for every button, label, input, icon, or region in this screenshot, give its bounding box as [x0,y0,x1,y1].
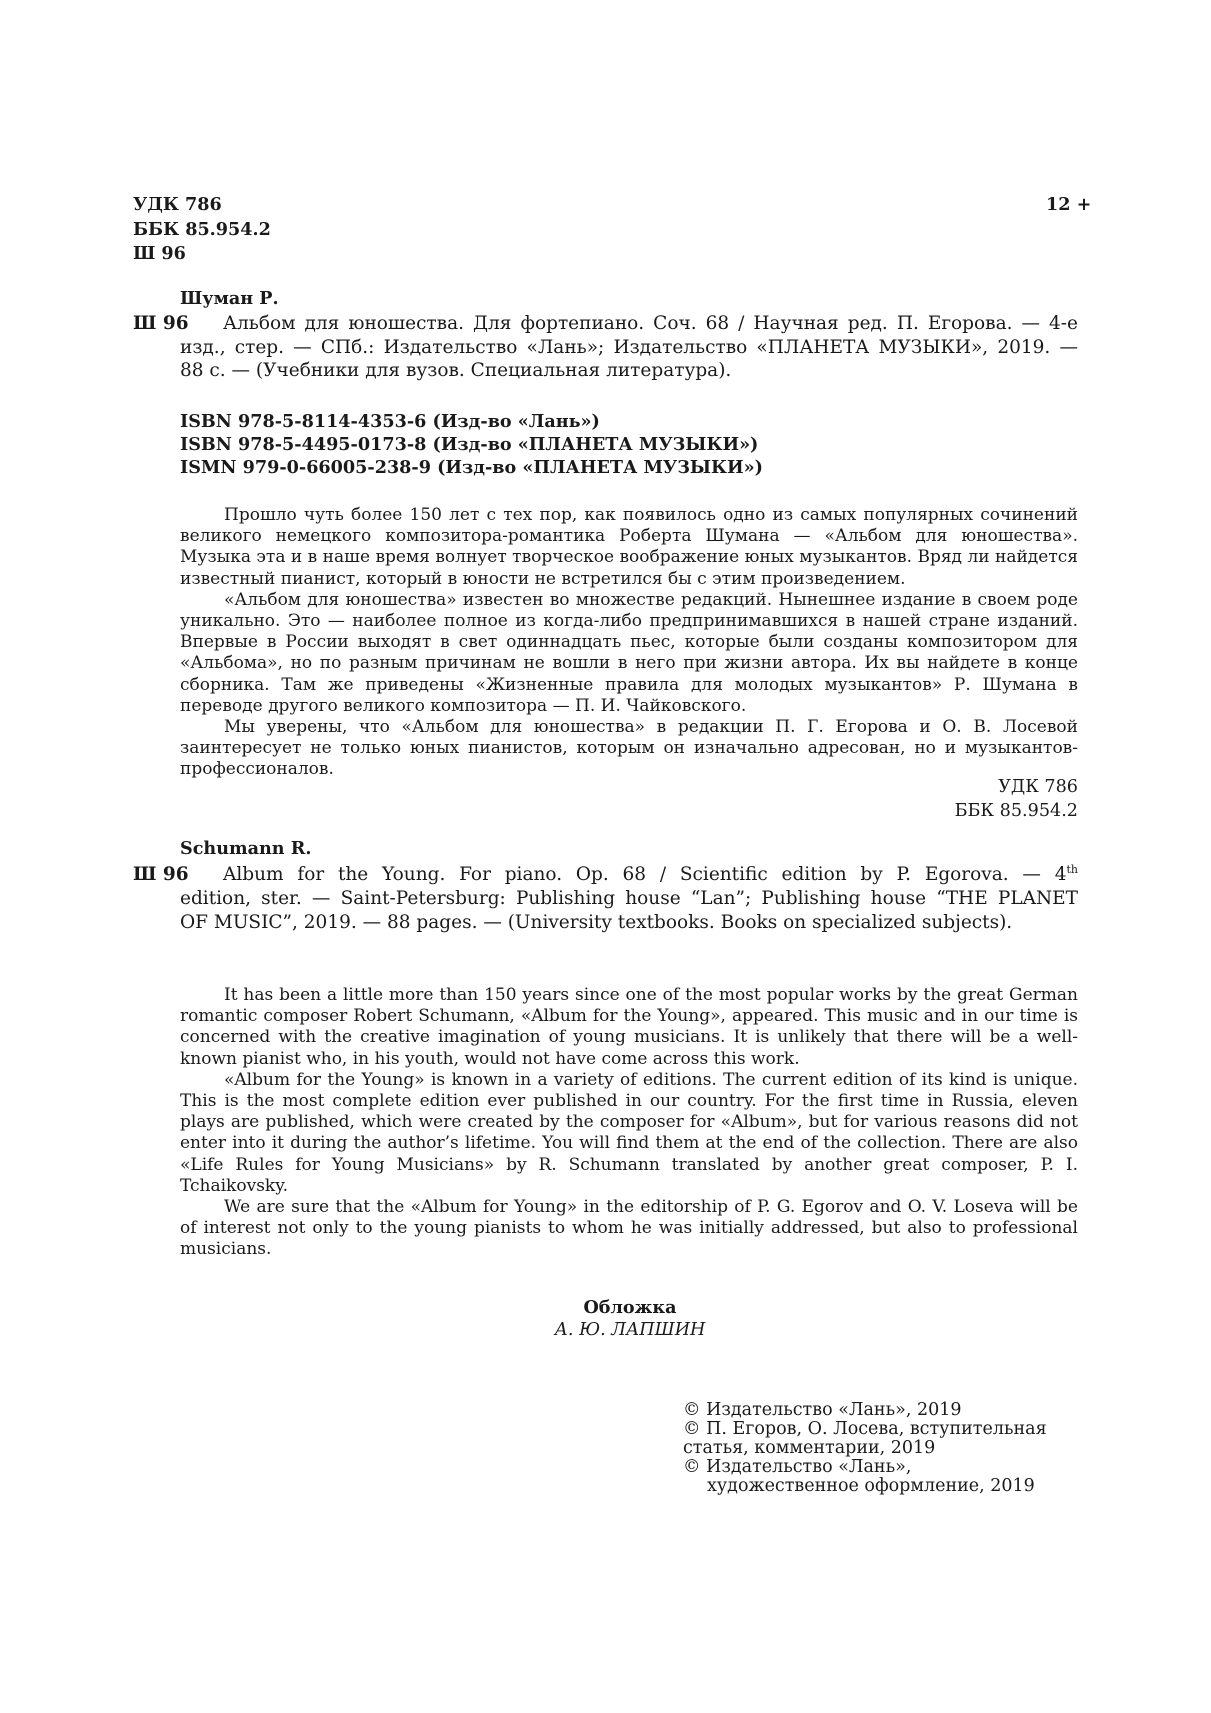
en-bib-line-3: OF MUSIC”, 2019. — 88 pages. — (University textbooks. Books on specialized subjects). [180,912,1013,933]
en-bib-line-1-text: Album for the Young. For piano. Op. 68 / Scientific edition by P. Egorova. — 4 [223,864,1067,885]
en-bib-line-2: edition, ster. — Saint-Petersburg: Publishing house “Lan”; Publishing house “THE PLANET [180,888,1078,909]
en-author: Schumann R. [180,838,312,859]
age-rating: 12 + [1046,194,1092,215]
ru-bib-line-3: 88 с. — (Учебники для вузов. Специальная литература). [180,360,732,381]
en-abstract-p1: It has been a little more than 150 years since one of the most popular works by the great German romantic composer Robert Schumann, «Album for the Young», appeared. This music and in our time is concerned with the creative imagination of young musicians. It is unlikely that there will be a well-known pianist who, in his youth, would not have come across this work. [180,985,1078,1069]
copyright-design: © Издательство «Лань», [683,1457,912,1477]
en-abstract [180,985,1078,1261]
en-code: Ш 96 [133,864,189,885]
copyright-authors: © П. Егоров, О. Лосева, вступительная [683,1419,1047,1439]
copyright-design-cont: художественное оформление, 2019 [707,1476,1035,1496]
ru-abstract-p2: «Альбом для юношества» известен во множестве редакций. Нынешнее издание в своем роде уникально. Это — наиболее полное из когда-либо предпринимавшихся в нашей стране изданий. Впервые в России выходят в свет одиннадцать пьес, которые были созданы композитором для «Альбома», но по разным причинам не вошли в него при жизни автора. Их вы найдете в конце сборника. Там же приведены «Жизненные правила для молодых музыкантов» Р. Шумана в переводе другого великого композитора — П. И. Чайковского. [180,589,1078,716]
en-abstract-p3: We are sure that the «Album for Young» in the editorship of P. G. Egorov and O. V. Loseva will be of interest not only to the young pianists to whom he was initially addressed, but also to professional musicians. [180,1197,1078,1260]
ru-abstract [180,505,1078,781]
isbn-planeta: ISBN 978-5-4495-0173-8 (Изд-во «ПЛАНЕТА МУЗЫКИ») [180,434,759,455]
header-bbk: ББК 85.954.2 [133,219,271,240]
cover-artist: А. Ю. ЛАПШИН [554,1320,706,1340]
copyright-lan: © Издательство «Лань», 2019 [683,1400,962,1420]
isbn-lan: ISBN 978-5-8114-4353-6 (Изд-во «Лань») [180,411,600,432]
header-udk: УДК 786 [133,194,222,215]
ru-udk: УДК 786 [998,777,1078,797]
en-bib-line-1-sup: th [1066,862,1078,876]
copyright-authors-cont: статья, комментарии, 2019 [683,1438,936,1458]
ru-bbk: ББК 85.954.2 [954,801,1078,821]
ismn-planeta: ISMN 979-0-66005-238-9 (Изд-во «ПЛАНЕТА МУЗЫКИ») [180,457,763,478]
copyright-block [683,1401,1047,1496]
en-bib-line-1 [223,863,1078,887]
ru-bib-line-1: Альбом для юношества. Для фортепиано. Соч. 68 / Научная ред. П. Егорова. — 4-е [223,313,1078,334]
ru-bibliography [180,312,1078,383]
cover-credit [420,1297,840,1341]
ru-abstract-p1: Прошло чуть более 150 лет с тех пор, как появилось одно из самых популярных сочинений великого немецкого композитора-романтика Роберта Шумана — «Альбом для юношества». Музыка эта и в наше время волнует творческое воображение юных музыкантов. Вряд ли найдется известный пианист, который в юности не встретился бы с этим произведением. [180,505,1078,589]
ru-classification [880,775,1078,823]
ru-abstract-p3: Мы уверены, что «Альбом для юношества» в редакции П. Г. Егорова и О. В. Лосевой заинтересует не только юных пианистов, которым он изначально адресован, но и музыкантов-профессионалов. [180,717,1078,780]
header-code: Ш 96 [133,243,186,264]
ru-bib-line-2: изд., стер. — СПб.: Издательство «Лань»; Издательство «ПЛАНЕТА МУЗЫКИ», 2019. — [180,336,1078,358]
isbn-list [180,410,763,479]
ru-author: Шуман Р. [180,288,279,309]
en-bibliography [180,862,1078,935]
ru-code: Ш 96 [133,313,189,334]
cover-label: Обложка [583,1297,677,1318]
en-abstract-p2: «Album for the Young» is known in a variety of editions. The current edition of its kind is unique. This is the most complete edition ever published in our country. For the first time in Russia, eleven plays are published, which were created by the composer for «Album», but for various reasons did not enter into it during the author’s lifetime. You will find them at the end of the collection. There are also «Life Rules for Young Musicians» by R. Schumann translated by another great composer, P. I. Tchaikovsky. [180,1069,1078,1196]
